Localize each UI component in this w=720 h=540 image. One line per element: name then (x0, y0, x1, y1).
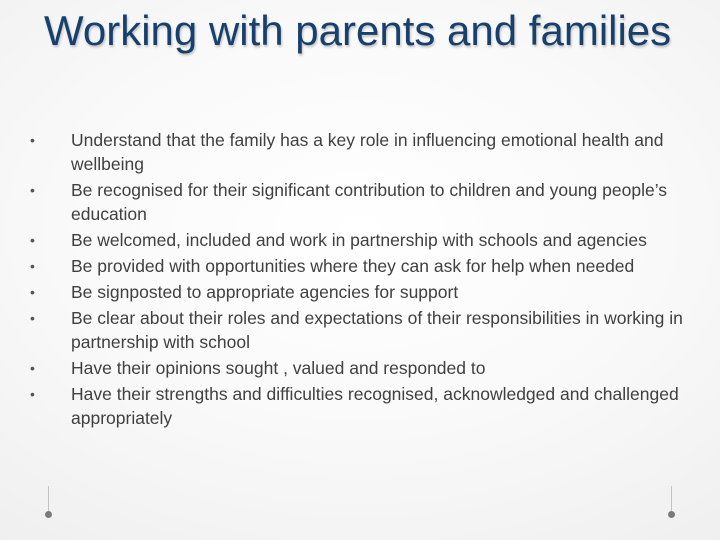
bullet-text: Be clear about their roles and expectations of their responsibilities in working in partnership with school (71, 308, 683, 352)
bullet-text: Have their strengths and difficulties recognised, acknowledged and challenged appropriately (71, 384, 679, 428)
bullet-text: Be welcomed, included and work in partnership with schools and agencies (71, 230, 647, 250)
bullet-icon: • (30, 258, 35, 274)
bullet-text: Have their opinions sought , valued and responded to (71, 358, 486, 378)
bullet-item (30, 228, 690, 252)
bullet-item (30, 178, 690, 226)
bullet-item (30, 128, 690, 176)
right-decor-line (671, 486, 672, 512)
bullet-icon: • (30, 310, 35, 326)
bullet-text: Be recognised for their significant contribution to children and young people’s education (71, 180, 668, 224)
bullet-item (30, 382, 690, 430)
bullet-item (30, 254, 690, 278)
bullet-item (30, 306, 690, 354)
bullet-icon: • (30, 132, 35, 148)
right-decor-dot-icon (668, 511, 675, 518)
bullet-list (30, 128, 690, 432)
left-decor-dot-icon (45, 511, 52, 518)
bullet-icon: • (30, 182, 35, 198)
bullet-text: Be signposted to appropriate agencies for support (71, 282, 459, 302)
bullet-icon: • (30, 360, 35, 376)
bullet-item (30, 356, 690, 380)
bullet-text: Be provided with opportunities where they can ask for help when needed (71, 256, 635, 276)
bullet-icon: • (30, 386, 35, 402)
bullet-icon: • (30, 284, 35, 300)
left-decor-line (48, 486, 49, 512)
bullet-text: Understand that the family has a key role in influencing emotional health and wellbeing (71, 130, 664, 174)
bullet-item (30, 280, 690, 304)
slide-title: Working with parents and families (44, 7, 672, 54)
bullet-icon: • (30, 232, 35, 248)
